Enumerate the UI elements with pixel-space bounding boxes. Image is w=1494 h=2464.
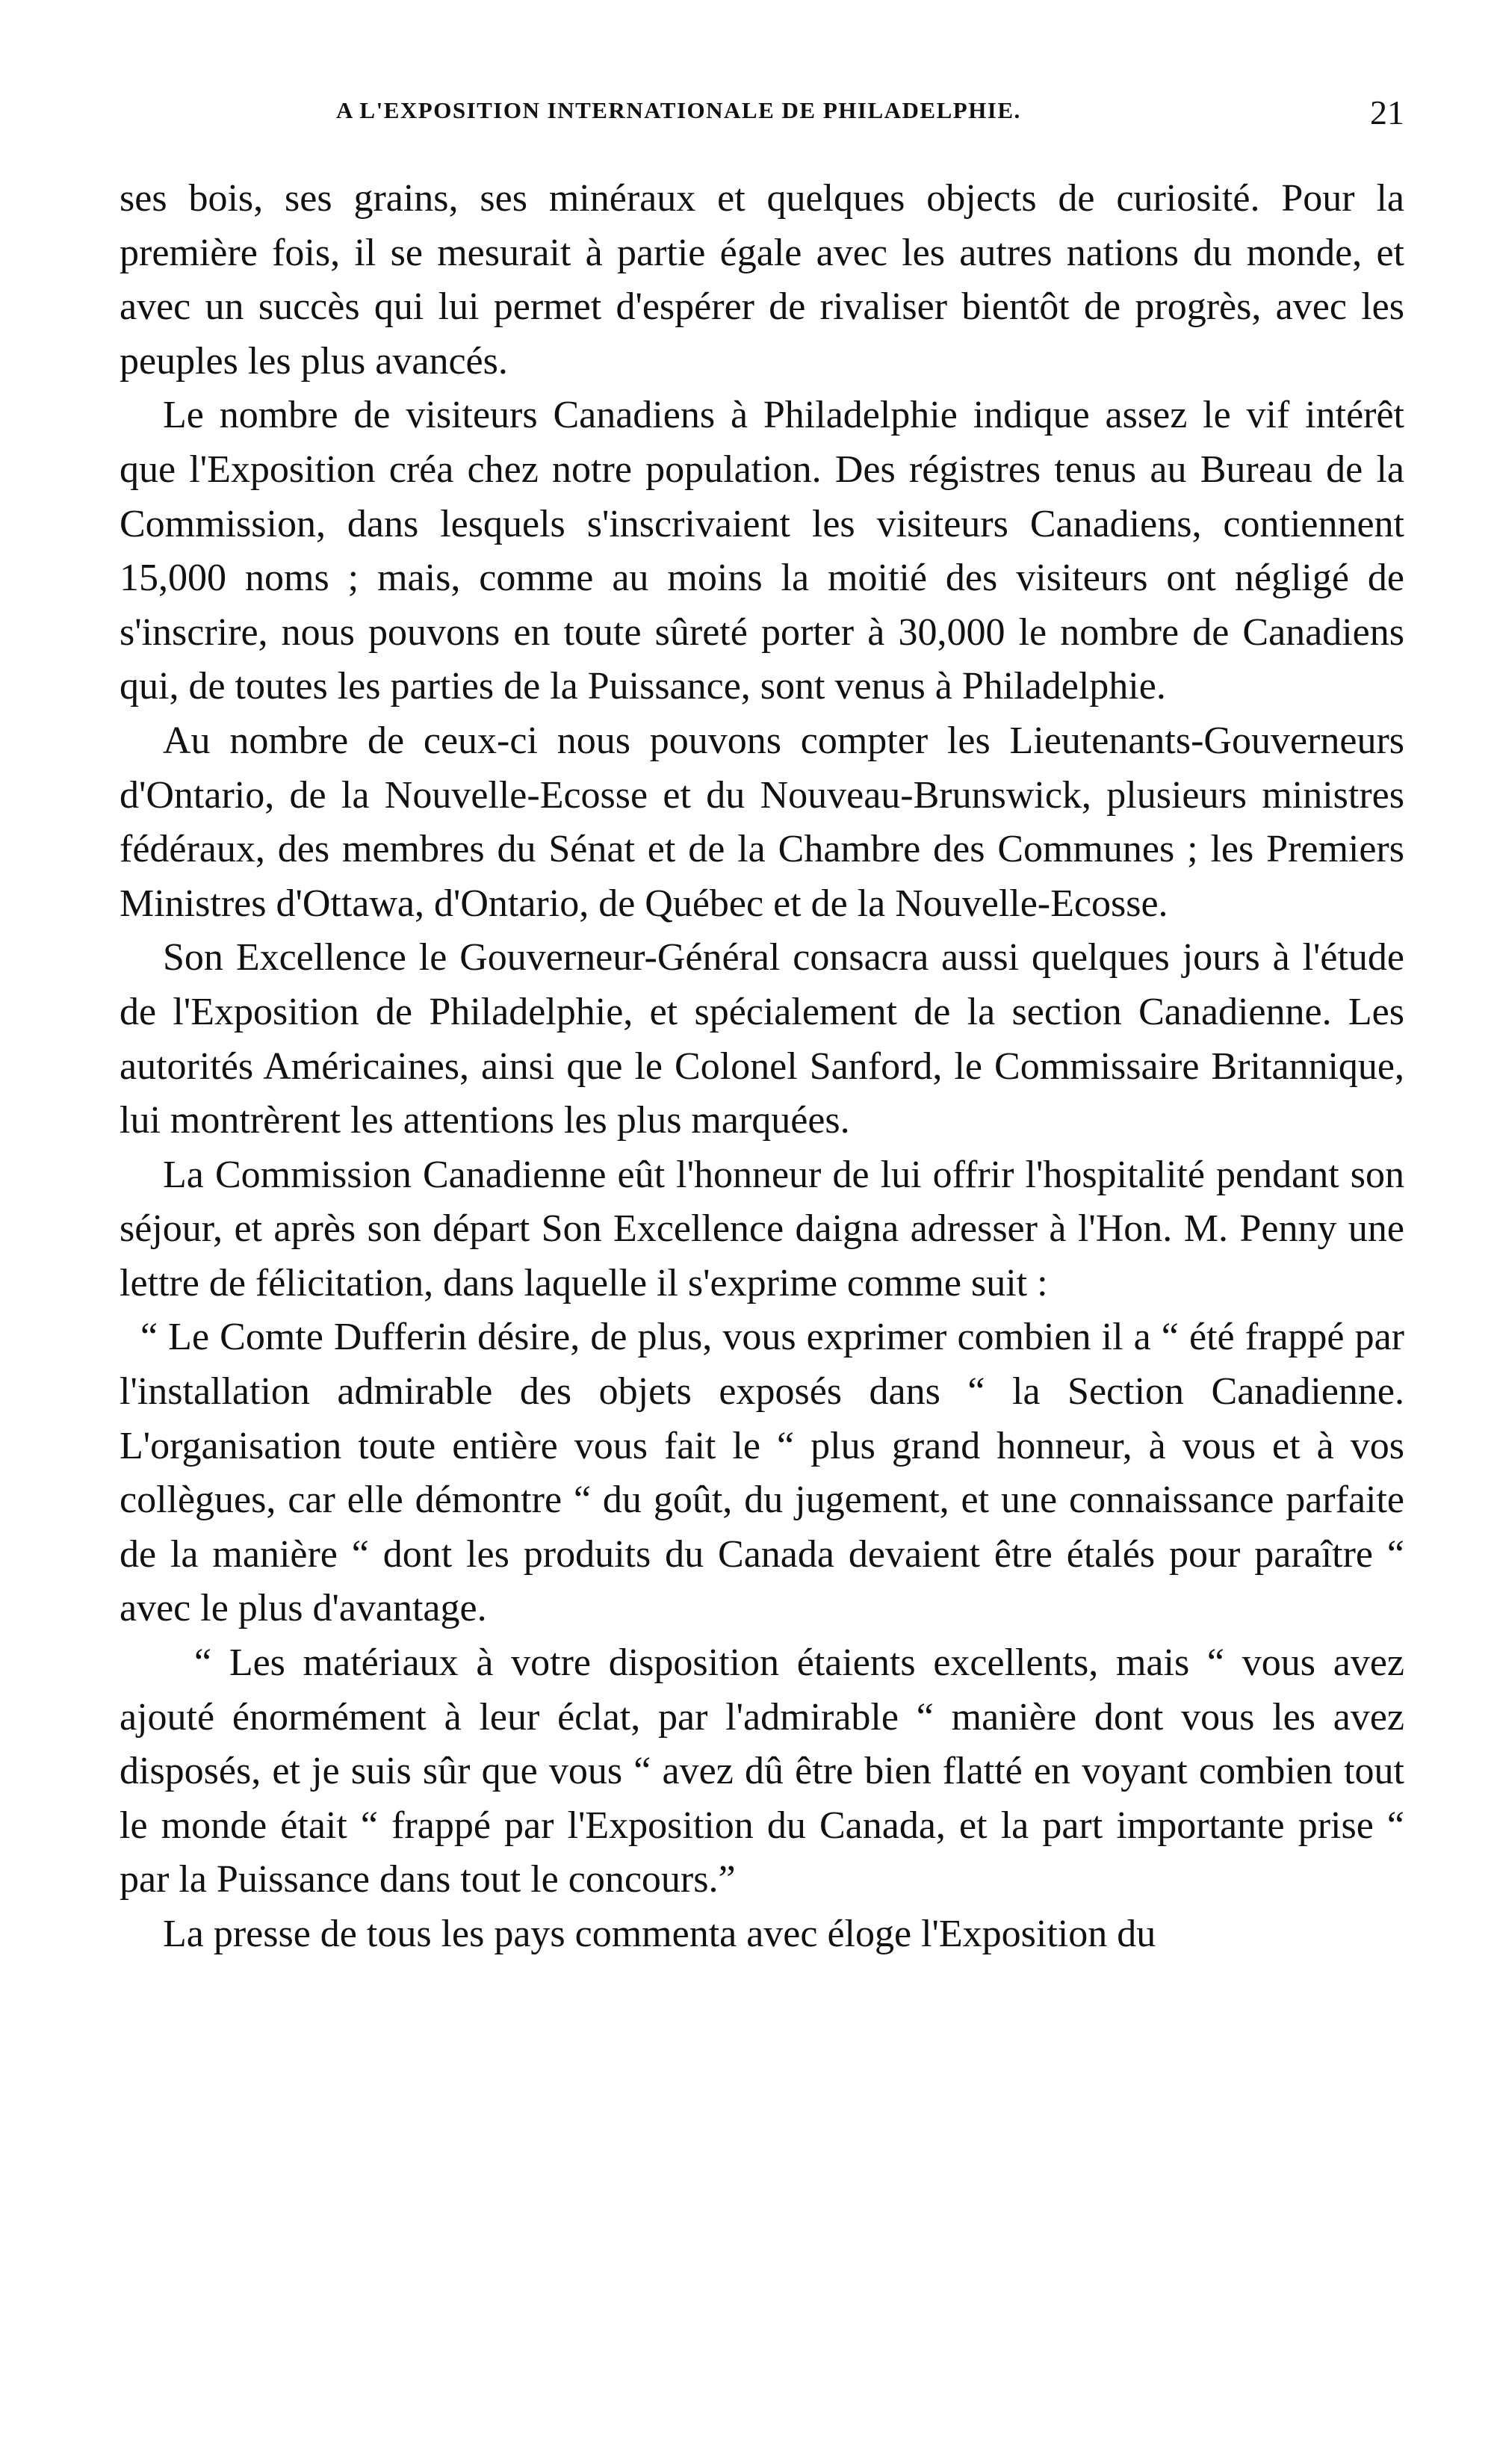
paragraph-hospitality: La Commission Canadienne eût l'honneur de lui offrir l'hospitalité pendant son séjour, et après son départ Son Excellence daigna adresser à l'Hon. M. Penny une lettre de félicitation, dans laquelle il s'exprime comme suit : [120, 1153, 1404, 1304]
running-title: A L'EXPOSITION INTERNATIONALE DE PHILADELPHIE. [336, 97, 1021, 123]
letter-quote [120, 1310, 1404, 1907]
paragraph-continuation: ses bois, ses grains, ses minéraux et quelques objects de curiosité. Pour la première fois, il se mesurait à partie égale avec les autres nations du monde, et avec un succès qui lui permet d'espérer de rivaliser bientôt de progrès, avec les peuples les plus avancés. [120, 177, 1404, 383]
paragraph-governor-general: Son Excellence le Gouverneur-Général consacra aussi quelques jours à l'étude de l'Exposition de Philadelphie, et spécialement de la section Canadienne. Les autorités Américaines, ainsi que le Colonel Sanford, le Commissaire Britannique, lui montrèrent les attentions les plus marquées. [120, 936, 1404, 1142]
page-header [120, 93, 1404, 142]
paragraph-visitors: Le nombre de visiteurs Canadiens à Philadelphie indique assez le vif intérêt que l'Exposition créa chez notre population. Des régistres tenus au Bureau de la Commission, dans lesquels s'inscrivaient les visiteurs Canadiens, contiennent 15,000 noms ; mais, comme au moins la moitié des visiteurs ont négligé de s'inscrire, nous pouvons en toute sûreté porter à 30,000 le nombre de Canadiens qui, de toutes les parties de la Puissance, sont venus à Philadelphie. [120, 394, 1404, 708]
quote-paragraph-1: “ Le Comte Dufferin désire, de plus, vous exprimer combien il a “ été frappé par l'installation admirable des objets exposés dans “ la Section Canadienne. L'organisation toute entière vous fait le “ plus grand honneur, à vous et à vos collègues, car elle démontre “ du goût, du jugement, et une connaissance parfaite de la manière “ dont les produits du Canada devaient être étalés pour paraître “ avec le plus d'avantage. [120, 1316, 1404, 1630]
paragraph-dignitaries: Au nombre de ceux-ci nous pouvons compter les Lieutenants-Gouverneurs d'Ontario, de la Nouvelle-Ecosse et du Nouveau-Brunswick, plusieurs ministres fédéraux, des membres du Sénat et de la Chambre des Communes ; les Premiers Ministres d'Ottawa, d'Ontario, de Québec et de la Nouvelle-Ecosse. [120, 719, 1404, 925]
page-number: 21 [1370, 93, 1404, 131]
quote-paragraph-2: “ Les matériaux à votre disposition étaients excellents, mais “ vous avez ajouté énormément à leur éclat, par l'admirable “ manière dont vous les avez disposés, et je suis sûr que vous “ avez dû être bien flatté en voyant combien tout le monde était “ frappé par l'Exposition du Canada, et la part importante prise “ par la Puissance dans tout le concours.” [120, 1641, 1404, 1901]
closing-line: La presse de tous les pays commenta avec éloge l'Exposition du [163, 1913, 1156, 1955]
page-body [120, 172, 1404, 1962]
